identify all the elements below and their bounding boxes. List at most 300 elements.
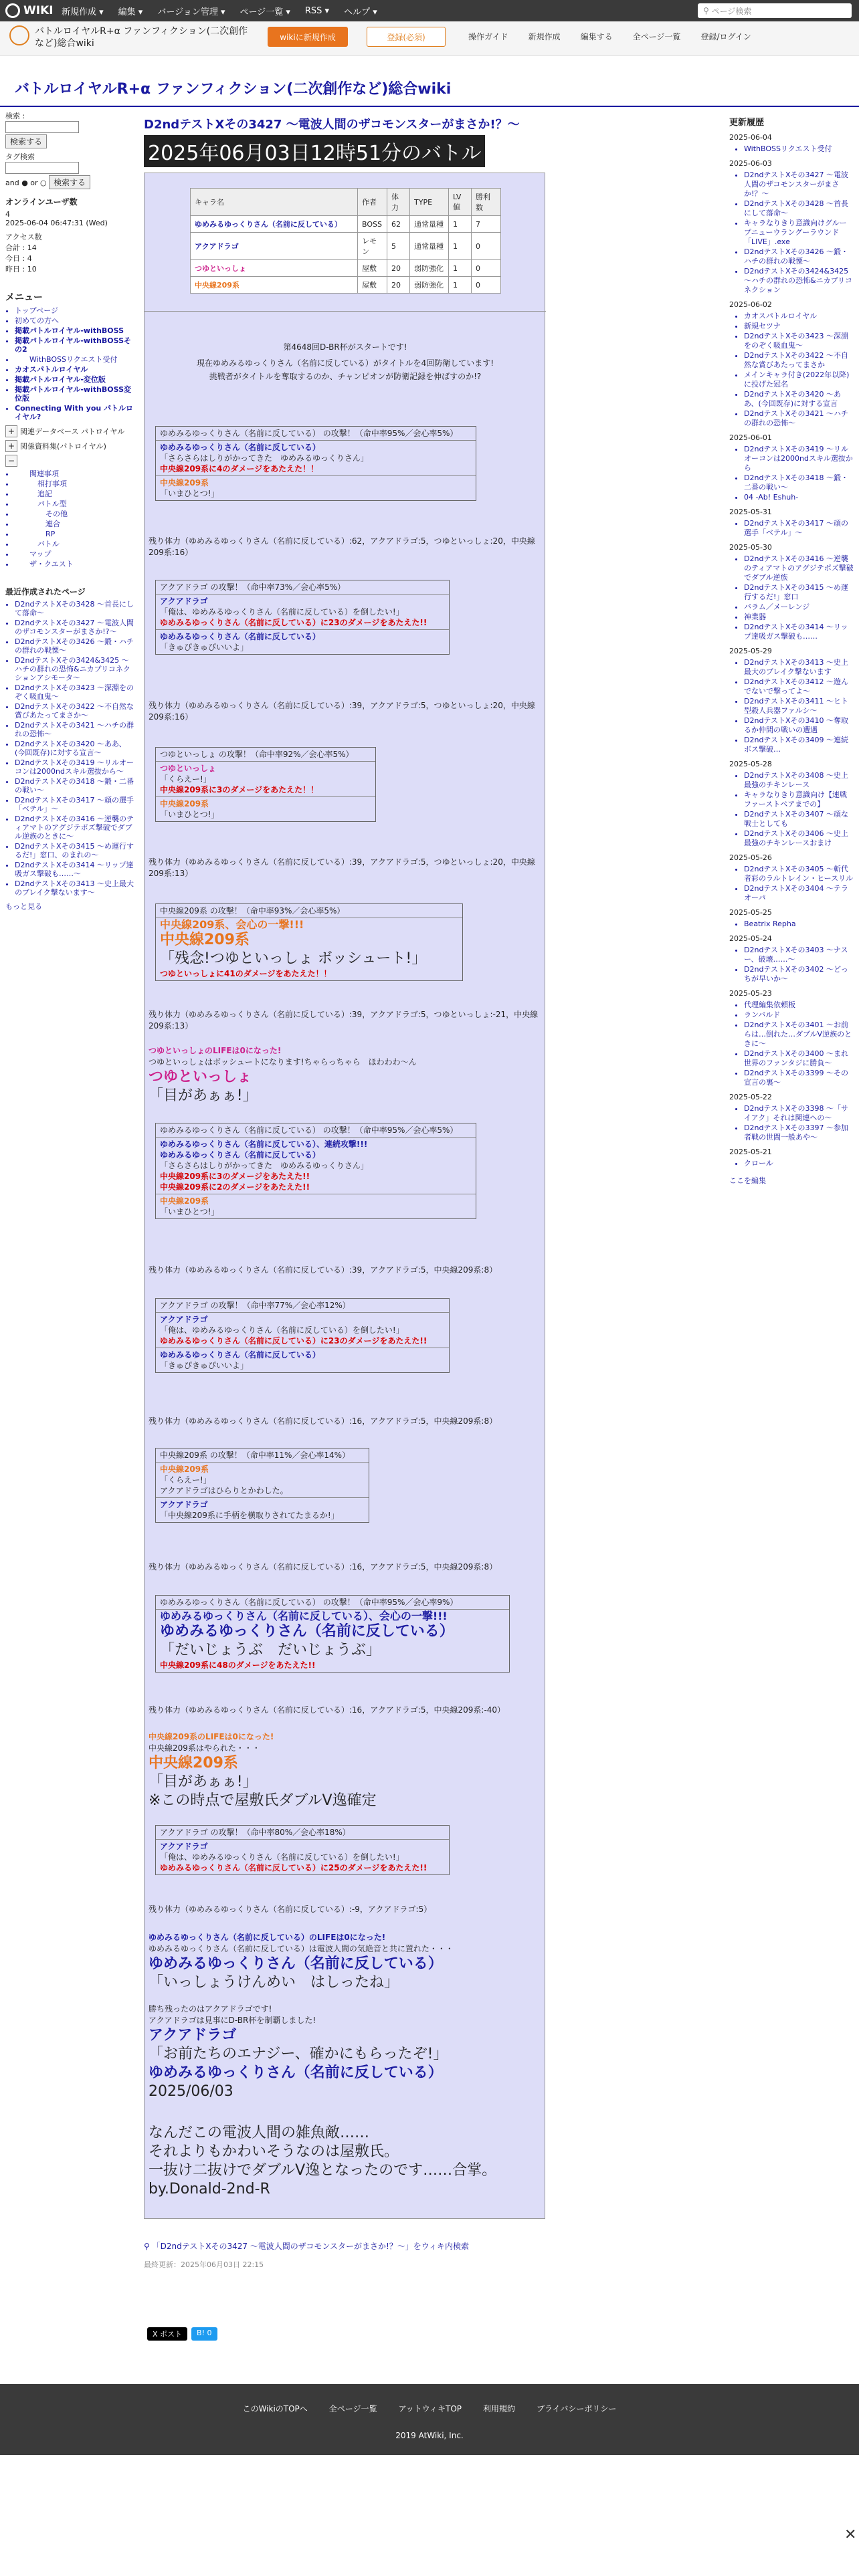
access-total: 合計 : 14	[5, 243, 37, 252]
intro-3: 挑戦者がタイトルを奪取するのか、チャンピオンが防衛記録を伸ばすのか!?	[209, 372, 482, 381]
speaker: 中央線209系	[160, 1196, 209, 1206]
submenu-item[interactable]: • RP	[15, 530, 134, 538]
reply	[156, 630, 449, 654]
cell: 1	[449, 260, 472, 277]
hp-status: 残り体力（ゆめみるゆっくりさん（名前に反している）:16，アクアドラゴ:5，中央線209系:8）	[149, 1562, 498, 1572]
speech	[156, 441, 476, 476]
menu-item[interactable]: • トップページ	[15, 306, 134, 315]
wiki-search-text[interactable]: 「D2ndテストXその3427 〜電波人間のザコモンスターがまさか!？〜」をウィキ内検索	[152, 2242, 470, 2251]
recent-item[interactable]: • D2ndテストXその3415 〜め運行するだ!」窓口、のまれの〜	[15, 842, 134, 859]
history-item[interactable]: • 新規セツナ	[744, 322, 854, 331]
menu-item[interactable]: • WithBOSSリクエスト受付	[15, 355, 134, 364]
history-item[interactable]: • D2ndテストXその3406 〜史上最強のチキンレースおまけ	[744, 829, 854, 848]
submenu-item[interactable]: • 連合	[15, 520, 134, 528]
history-item[interactable]: • クロール	[744, 1159, 854, 1168]
reply	[156, 476, 476, 500]
speech-text: 「だいじょうぶ だいじょうぶ」	[160, 1642, 381, 1658]
attack-line: 中央線209系 の攻撃！（命中率93%／会心率5%）	[156, 904, 462, 918]
cell: ゆめみるゆっくりさん（名前に反している）	[191, 216, 358, 233]
history-item[interactable]: • D2ndテストXその3418 〜鍛・二番の戦い〜	[744, 473, 854, 492]
speaker: 中央線209系	[160, 478, 209, 488]
copyright: 2019 AtWiki, Inc.	[395, 2431, 464, 2440]
recent-item[interactable]: • D2ndテストXその3418 〜鍛・二番の戦い〜	[15, 777, 134, 794]
recent-item[interactable]: • D2ndテストXその3414 〜リップ達吸ガス撃破も……〜	[15, 861, 134, 878]
damage-text: 中央線209系に3のダメージをあたえた！！	[160, 785, 319, 794]
battle-title: 2025年06月03日12時51分のバトル	[144, 135, 485, 167]
speaker: 中央線209系	[149, 1755, 238, 1772]
share-buttons	[147, 2327, 221, 2341]
recent-item[interactable]: • D2ndテストXその3421 〜ハチの群れの恐怖〜	[15, 721, 134, 738]
history-item[interactable]: • D2ndテストXその3402 〜どっちが早いか〜	[744, 965, 854, 984]
crit-text: ゆめみるゆっくりさん（名前に反している）、会心の一撃!!!	[160, 1610, 448, 1622]
history-item[interactable]: • D2ndテストXその3427 〜電波人間のザコモンスターがまさか!？〜	[744, 171, 854, 199]
battle-date: 2025/06/03	[149, 2083, 233, 2100]
cell: 1	[449, 277, 472, 294]
recent-item[interactable]: • D2ndテストXその3427 〜電波人間のザコモンスターがまさか!?〜	[15, 619, 134, 636]
history-list	[729, 1159, 854, 1168]
table-row	[191, 260, 501, 277]
tag-search-button[interactable]: 検索する	[49, 175, 90, 189]
history-item[interactable]: • D2ndテストXその3404 〜テラオーパ	[744, 884, 854, 903]
damage-text: ゆめみるゆっくりさん（名前に反している）に23のダメージをあたえた!!	[160, 1336, 427, 1346]
history-item[interactable]: • D2ndテストXその3397 〜参加者戦の世間一般あや〜	[744, 1123, 854, 1142]
character-table	[190, 188, 501, 294]
edit-link[interactable]: 編集する	[580, 32, 613, 41]
speaker: ゆめみるゆっくりさん（名前に反している）	[149, 1955, 443, 1972]
combo-text: ゆめみるゆっくりさん（名前に反している）、連続攻撃!!!	[160, 1140, 368, 1149]
submenu-item[interactable]: • マップ	[15, 550, 134, 558]
hp-status: 残り体力（ゆめみるゆっくりさん（名前に反している）:16，アクアドラゴ:5，中央線209系:8）	[149, 1416, 498, 1426]
attack-line: アクアドラゴ の攻撃！（命中率73%／会心率5%）	[156, 580, 449, 595]
ending	[149, 1932, 543, 2199]
access-yesterday: 昨日 : 10	[5, 265, 37, 274]
cell: 弱防強化	[410, 260, 449, 277]
site-header	[0, 21, 859, 56]
th-author: 作者	[358, 189, 387, 216]
more-link[interactable]: もっと見る	[5, 902, 42, 911]
history-item[interactable]: • メインキャラ付き(2022年以降)に投げた冠名	[744, 370, 854, 389]
turn-box	[155, 1825, 450, 1875]
speaker: ゆめみるゆっくりさん（名前に反している）	[160, 1150, 320, 1160]
history-item[interactable]: • D2ndテストXその3424&3425 〜ハチの群れの恐怖&ニカブリコネクション	[744, 267, 854, 295]
hp-status: 残り体力（ゆめみるゆっくりさん（名前に反している）:39，アクアドラゴ:5，つゆといっしょ:-21，中央線209系:13）	[149, 1010, 539, 1031]
speech-text: 「いっしょうけんめい はしったね」	[149, 1974, 399, 1991]
menu-item[interactable]: • 掲載パトルロイヤル-変位版	[15, 375, 134, 384]
current-date: 2025-06-04 06:47:31 (Wed)	[5, 219, 108, 227]
recent-item[interactable]: • D2ndテストXその3420 〜ああ、(今回既存)に対する宣言〜	[15, 740, 134, 757]
site-footer	[0, 2384, 859, 2455]
crit-text: 中央線209系、会心の一撃!!!	[160, 918, 304, 931]
cell: アクアドラゴ	[191, 233, 358, 260]
speech-text: 「さらさらはしりがかってきた ゆめみるゆっくりさん」	[160, 453, 369, 463]
history-item[interactable]: • D2ndテストXその3407 〜頑な戦士としても	[744, 810, 854, 829]
history-item[interactable]: • D2ndテストXその3411 〜ヒト型殺人兵器ファルシ〜	[744, 697, 854, 716]
history-item[interactable]: • D2ndテストXその3421 〜ハチの群れの恐怖〜	[744, 409, 854, 428]
speech	[156, 918, 462, 980]
speech-text: 「俺は、ゆめみるゆっくりさん（名前に反している）を倒したい!」	[160, 1852, 404, 1862]
reply	[156, 797, 375, 821]
menu-docs-link[interactable]: 関係資料集(パトロイヤル)	[20, 442, 106, 451]
recent-item[interactable]: • D2ndテストXその3413 〜史上最大のブレイク撃ないます〜	[15, 879, 134, 897]
damage-text: 中央線209系に48のダメージをあたえた!!	[160, 1660, 316, 1670]
recent-item[interactable]: • D2ndテストXその3426 〜鍛・ハチの群れの戦慄〜	[15, 637, 134, 655]
history-date: 2025-05-30	[729, 543, 772, 552]
turn-box	[155, 747, 376, 822]
submenu-item[interactable]: • 追記	[15, 490, 134, 498]
history-item[interactable]: • D2ndテストXその3401 〜お前らは…倒れた…ダブルV逆族のときに〜	[744, 1021, 854, 1049]
attack-line: アクアドラゴ の攻撃！（命中率80%／会心率18%）	[156, 1826, 449, 1840]
recent-item[interactable]: • D2ndテストXその3423 〜深淵をのぞく吸血鬼〜	[15, 683, 134, 701]
footer-link[interactable]: プライバシーポリシー	[537, 2404, 617, 2413]
speech-text: 「俺は、ゆめみるゆっくりさん（名前に反している）を倒したい!」	[160, 1325, 404, 1335]
speech-text: 「いまひとつ!」	[160, 810, 219, 819]
page-title[interactable]: バトルロイヤルR+α ファンフィクション(二次創作など)総合wiki	[15, 81, 452, 98]
history-item[interactable]: • D2ndテストXその3419 〜リルオーコンは2000ndスキル選抜から	[744, 445, 854, 473]
history-item[interactable]: • WithBOSSリクエスト受付	[744, 144, 854, 154]
submenu-item[interactable]: • 関連事項	[15, 469, 134, 478]
turn-box	[155, 580, 450, 655]
cell: 0	[472, 233, 501, 260]
history-item[interactable]: • カオスパトルロイヤル	[744, 312, 854, 321]
history-date: 2025-05-26	[729, 853, 772, 862]
last-updated: 最終更新：2025年06月03日 22:15	[144, 2260, 264, 2269]
submenu-item[interactable]: • バトル	[15, 540, 134, 548]
header-links	[468, 31, 771, 42]
history-date: 2025-06-03	[729, 159, 772, 168]
recent-item[interactable]: • D2ndテストXその3416 〜逆襲のティアマトのアグジテポズ撃破でダブル逆族のときに〜	[15, 815, 134, 841]
history-item[interactable]: • D2ndテストXその3398 〜「サイアク」それは関連ヘの〜	[744, 1104, 854, 1123]
speech-text: 「くらえー!」	[160, 774, 211, 784]
title-divider	[0, 106, 859, 107]
footer-link[interactable]: アットウィキTOP	[398, 2404, 462, 2413]
speaker: アクアドラゴ	[160, 1315, 208, 1324]
recent-item[interactable]: • D2ndテストXその3422 〜不自然な賞びあたってまさか〜	[15, 702, 134, 720]
speech-text: 「きゅぴきゅぴいいよ」	[160, 643, 249, 652]
speech-text: 「いまひとつ!」	[160, 489, 219, 498]
history-item[interactable]: • D2ndテストXその3408 〜史上最強のチキンレース	[744, 771, 854, 790]
speech-text: 「いまひとつ!」	[160, 1207, 219, 1216]
history-item[interactable]: • 代理編集依頼板	[744, 1000, 854, 1010]
history-list	[729, 144, 854, 154]
menu-item[interactable]: • 掲載パトルロイヤル-withBOSS変位版	[15, 385, 134, 403]
x-post-button[interactable]: X ポスト	[147, 2327, 187, 2341]
create-wiki-button[interactable]: wikiに新規作成	[268, 27, 348, 47]
online-count: 4	[5, 210, 10, 219]
footer-links	[0, 2403, 859, 2414]
cell: 弱防強化	[410, 277, 449, 294]
note-text: ※この時点で屋敷氏ダブルV逸確定	[149, 1792, 377, 1809]
speaker: つゆといっしょ	[160, 764, 217, 773]
hp-status: 残り体力（ゆめみるゆっくりさん（名前に反している）:39，アクアドラゴ:5，つゆといっしょ:20，中央線209系:13）	[149, 857, 535, 878]
damage-text: 中央線209系に4のダメージをあたえた！！	[160, 464, 319, 473]
nav-help[interactable]: ヘルプ ▾	[344, 7, 377, 17]
footer-link[interactable]: 利用規約	[483, 2404, 516, 2413]
th-type: TYPE	[410, 189, 449, 216]
recent-item[interactable]: • D2ndテストXその3419 〜リルオーコンは2000ndスキル選抜から〜	[15, 758, 134, 776]
speaker: ゆめみるゆっくりさん（名前に反している）	[160, 1623, 454, 1640]
submenu-item[interactable]: • 相打事項	[15, 479, 134, 488]
speech-text: 「きゅぴきゅぴいいよ」	[160, 1361, 249, 1370]
comment: それよりもかわいそうなのは屋敷氏。	[149, 2143, 399, 2160]
menu-list	[5, 306, 134, 421]
main-content	[144, 115, 712, 167]
history-item[interactable]: • D2ndテストXその3399 〜その宣言の裏〜	[744, 1069, 854, 1087]
dodge-text: アクアドラゴはひらりとかわした。	[160, 1486, 288, 1495]
submenu-item[interactable]: • ザ・クエスト	[15, 560, 134, 568]
cell: 0	[472, 260, 501, 277]
turn-box	[155, 426, 476, 501]
history-item[interactable]: • D2ndテストXその3413 〜史上最大のブレイク撃ないます	[744, 658, 854, 677]
history-date: 2025-05-21	[729, 1148, 772, 1156]
cell: BOSS	[358, 216, 387, 233]
speaker: ゆめみるゆっくりさん（名前に反している）	[160, 443, 320, 452]
menu-item[interactable]: • Connecting With you パトルロイヤル?	[15, 404, 134, 421]
history-item[interactable]: • 神業器	[744, 613, 854, 622]
table-row	[191, 277, 501, 294]
submenu-list	[5, 469, 134, 568]
page-search-input[interactable]	[698, 3, 852, 18]
menu-item[interactable]: • 掲載パトルロイヤル-withBOSS	[15, 326, 134, 335]
menu-item[interactable]: • 初めての方へ	[15, 316, 134, 325]
close-icon[interactable]: ✕	[844, 2527, 857, 2543]
history-item[interactable]: • バラム／メーレンジ	[744, 603, 854, 612]
collapse-minus-icon[interactable]: −	[5, 455, 17, 467]
collapse-row	[5, 455, 134, 467]
register-button[interactable]: 登録(必須)	[367, 27, 446, 47]
submenu-item[interactable]: • その他	[15, 510, 134, 518]
cell: 20	[387, 260, 410, 277]
nav-pages[interactable]: ページ一覧 ▾	[240, 7, 290, 17]
nav-version[interactable]: バージョン管理 ▾	[157, 7, 225, 17]
history-list	[729, 865, 854, 903]
cell: 屋敷	[358, 260, 387, 277]
recent-item[interactable]: • D2ndテストXその3424&3425 〜ハチの群れの恐怖&ニカブリコネクションアシモータ〜	[15, 656, 134, 682]
th-lv: LV値	[449, 189, 472, 216]
login-link[interactable]: 登録/ログイン	[700, 32, 751, 41]
cell: 0	[472, 277, 501, 294]
hatena-bookmark-button[interactable]: B! 0	[191, 2327, 217, 2341]
damage-text: つゆといっしょに41のダメージをあたえた！！	[160, 969, 332, 978]
menu-db-link[interactable]: 関連データベース パトロイヤル	[20, 427, 125, 436]
intro-1: 第4648回D-BR杯がスタートです!	[283, 342, 407, 352]
history-item[interactable]: • D2ndテストXその3405 〜斬代者彩のラルトレイン・ヒースリル	[744, 865, 854, 883]
speech	[156, 1840, 449, 1874]
attack-line: ゆめみるゆっくりさん（名前に反している） の攻撃！（命中率95%／会心率5%）	[156, 427, 476, 441]
online-title: オンラインユーザ数	[5, 197, 78, 207]
speaker: 中央線209系	[160, 932, 250, 948]
death-lines	[149, 1731, 543, 1810]
history-date: 2025-05-22	[729, 1093, 772, 1101]
death-text-2: 中央線209系はやられた・・・	[149, 1743, 260, 1753]
history-title: 更新履歴	[729, 118, 765, 128]
history-item[interactable]: • D2ndテストXその3409 〜連続ボス撃破…	[744, 736, 854, 754]
all-pages-link[interactable]: 全ページ一覧	[632, 32, 681, 41]
hp-status: 残り体力（ゆめみるゆっくりさん（名前に反している）:62，アクアドラゴ:5，つゆといっしょ:20，中央線209系:16）	[149, 536, 535, 557]
search-icon: ⚲	[703, 6, 712, 15]
history-list	[729, 658, 854, 754]
nav-rss[interactable]: RSS ▾	[304, 5, 330, 16]
cell: レモン	[358, 233, 387, 260]
speech-text: 「俺は、ゆめみるゆっくりさん（名前に反している）を倒したい!」	[160, 607, 404, 617]
expand-plus-icon[interactable]: +	[5, 440, 17, 452]
speech-text: 「さらさらはしりがかってきた ゆめみるゆっくりさん」	[160, 1161, 369, 1170]
new-page-link[interactable]: 新規作成	[528, 32, 561, 41]
history-groups	[729, 133, 854, 1168]
history-item[interactable]: • D2ndテストXその3412 〜遊んでないで撃ってよ〜	[744, 677, 854, 696]
death-text: つゆといっしょのLIFEは0になった!	[149, 1046, 282, 1055]
top-nav	[62, 0, 392, 21]
menu-item[interactable]: • カオスパトルロイヤル	[15, 365, 134, 374]
submenu-item[interactable]: • パトル型	[15, 500, 134, 508]
site-logo-icon[interactable]	[9, 25, 29, 45]
table-row	[191, 216, 501, 233]
and-or-radio[interactable]: and ● or ○	[5, 179, 47, 187]
table-header	[191, 189, 501, 216]
death-text: ゆめみるゆっくりさん（名前に反している）のLIFEは0になった!	[149, 1933, 386, 1942]
history-item[interactable]: • Beatrix Repha	[744, 920, 854, 929]
history-item[interactable]: • D2ndテストXその3403 〜ナスー、破壊……〜	[744, 946, 854, 964]
speaker: アクアドラゴ	[160, 1842, 208, 1851]
history-item[interactable]: • D2ndテストXその3422 〜不自然な賞びあたってまさか	[744, 351, 854, 370]
speech	[156, 762, 375, 797]
history-list	[729, 1000, 854, 1087]
speech-text: 「目があぁぁ!」	[149, 1087, 258, 1104]
cell: 5	[387, 233, 410, 260]
history-item[interactable]: • D2ndテストXその3417 〜頑の選手「ベテル」〜	[744, 519, 854, 538]
recent-title: 最近作成されたページ	[5, 587, 86, 597]
history-item[interactable]: • キャラなりきり意識向け【連戦ファーストペアまでの】	[744, 790, 854, 809]
speech	[156, 1138, 476, 1194]
winner-text: 勝ち残ったのはアクアドラゴです!	[149, 2004, 272, 2014]
speaker: ゆめみるゆっくりさん（名前に反している）	[160, 1350, 320, 1360]
guide-link[interactable]: 操作ガイド	[468, 32, 508, 41]
wiki-search-link[interactable]	[144, 2240, 469, 2252]
hp-status: 残り体力（ゆめみるゆっくりさん（名前に反している）:-9，アクアドラゴ:5）	[149, 1905, 432, 1914]
right-sidebar	[729, 115, 854, 1186]
death-lines	[149, 1045, 543, 1105]
damage-text: ゆめみるゆっくりさん（名前に反している）に23のダメージをあたえた!!	[160, 618, 427, 627]
hp-status: 残り体力（ゆめみるゆっくりさん（名前に反している）:16，アクアドラゴ:5，中央線209系:-40）	[149, 1705, 506, 1715]
damage-text: 中央線209系に2のダメージをあたえた!!	[160, 1182, 310, 1192]
attack-line: ゆめみるゆっくりさん（名前に反している） の攻撃！（命中率95%／会心率9%）	[156, 1596, 509, 1610]
speaker: アクアドラゴ	[160, 1500, 208, 1509]
attack-line: 中央線209系 の攻撃！（命中率11%／会心率14%）	[156, 1448, 369, 1463]
th-wins: 勝利数	[472, 189, 501, 216]
speech	[156, 1313, 449, 1348]
reply	[156, 1194, 476, 1218]
death-text: 中央線209系のLIFEは0になった!	[149, 1732, 274, 1741]
history-item[interactable]: • D2ndテストXその3400 〜まれ世界のファンタジに勝負〜	[744, 1049, 854, 1068]
speech	[156, 1463, 369, 1498]
cell: 中央線209系	[191, 277, 358, 294]
history-item[interactable]: • 04 -Ab! Eshuh-	[744, 493, 854, 502]
nav-edit[interactable]: 編集 ▾	[118, 7, 143, 17]
history-date: 2025-05-23	[729, 989, 772, 998]
search-label: 検索 :	[5, 112, 25, 120]
history-item[interactable]: • D2ndテストXその3410 〜奪取るか仲間の戦いの遭遇	[744, 716, 854, 735]
history-date: 2025-06-04	[729, 133, 772, 142]
speaker: ゆめみるゆっくりさん（名前に反している）	[160, 632, 320, 641]
history-item[interactable]: • D2ndテストXその3416 〜逆襲のティアマトのアグジテポズ撃破でダブル逆族	[744, 554, 854, 582]
reply	[156, 1498, 369, 1522]
logo-text: WIKI	[23, 4, 54, 17]
atwiki-logo[interactable]	[0, 0, 62, 21]
author-sign: by.Donald-2nd-R	[149, 2181, 270, 2197]
tag-search-label: タグ検索	[5, 152, 35, 161]
recent-list	[5, 600, 134, 897]
speech	[156, 595, 449, 630]
attack-line: つゆといっしょ の攻撃！（命中率92%／会心率5%）	[156, 748, 375, 762]
speech-text: 「くらえー!」	[160, 1475, 211, 1485]
search-icon: ⚲	[144, 2242, 153, 2251]
expand-plus-icon[interactable]: +	[5, 425, 17, 437]
history-list	[729, 312, 854, 428]
history-item[interactable]: • D2ndテストXその3415 〜め運行するだ!」窓口	[744, 583, 854, 602]
sidebar-search-input[interactable]	[5, 121, 79, 133]
footer-link[interactable]: このWikiのTOPへ	[242, 2404, 308, 2413]
access-today: 今日 : 4	[5, 254, 32, 263]
speaker: アクアドラゴ	[160, 597, 208, 606]
article-heading: D2ndテストXその3427 〜電波人間のザコモンスターがまさか!？〜	[144, 118, 520, 132]
history-list	[729, 519, 854, 538]
history-date: 2025-05-25	[729, 908, 772, 917]
history-item[interactable]: • D2ndテストXその3428 〜首長にして落命〜	[744, 199, 854, 218]
history-list	[729, 920, 854, 929]
turn-box	[155, 1595, 510, 1673]
cell: 屋敷	[358, 277, 387, 294]
history-item[interactable]: • ランバルド	[744, 1010, 854, 1020]
speaker: ゆめみるゆっくりさん（名前に反している）	[149, 2064, 443, 2081]
history-item[interactable]: • D2ndテストXその3423 〜深淵をのぞく吸血鬼〜	[744, 332, 854, 350]
history-date: 2025-05-29	[729, 647, 772, 655]
history-item[interactable]: • キャラなりきり意識向けグループニューウラングーラウンド「LIVE」.exe	[744, 219, 854, 247]
battle-panel	[144, 173, 545, 2219]
sidebar-search-button[interactable]: 検索する	[5, 134, 47, 148]
history-list	[729, 771, 854, 848]
comment: なんだこの電波人間の雑魚敵……	[149, 2125, 370, 2141]
damage-text: ゆめみるゆっくりさん（名前に反している）に25のダメージをあたえた!!	[160, 1863, 427, 1872]
search-placeholder: ページ検索	[711, 6, 752, 16]
reply	[156, 1348, 449, 1372]
site-name[interactable]: バトルロイヤルR+α ファンフィクション(二次創作など)総合wiki	[35, 26, 248, 49]
history-item[interactable]: • D2ndテストXその3414 〜リップ達吸ガス撃破も……	[744, 623, 854, 641]
speech-text: 「中央線209系に手柄を横取りされてたまるか!」	[160, 1511, 339, 1520]
history-list	[729, 554, 854, 641]
speech-text: 「残念!つゆといっしょ ボッシュート!」	[160, 950, 427, 967]
history-list	[729, 171, 854, 295]
history-item[interactable]: • D2ndテストXその3420 〜ああ、(今回既存)に対する宣言	[744, 390, 854, 409]
menu-item[interactable]: • 掲載パトルロイヤル-withBOSSその2	[15, 336, 134, 354]
history-date: 2025-05-28	[729, 760, 772, 768]
history-list	[729, 445, 854, 502]
cell: 7	[472, 216, 501, 233]
cell: 62	[387, 216, 410, 233]
top-bar	[0, 0, 859, 21]
cell: 通常量種	[410, 216, 449, 233]
recent-item[interactable]: • D2ndテストXその3428 〜首長にして落命〜	[15, 600, 134, 617]
intro-2: 現在ゆめみるゆっくりさん（名前に反している）がタイトルを4回防衛しています!	[196, 358, 494, 368]
comment: 一抜け二抜けでダブルV逸となったのです……合掌。	[149, 2162, 497, 2179]
recent-item[interactable]: • D2ndテストXその3417 〜頑の選手「ベテル」〜	[15, 796, 134, 813]
history-item[interactable]: • D2ndテストXその3426 〜鍛・ハチの群れの戦慄〜	[744, 247, 854, 266]
footer-link[interactable]: 全ページ一覧	[328, 2404, 377, 2413]
tag-search-input[interactable]	[5, 162, 79, 174]
nav-new[interactable]: 新規作成 ▾	[62, 7, 104, 17]
history-list	[729, 1104, 854, 1142]
expand-row	[5, 440, 134, 452]
attack-line: アクアドラゴ の攻撃！（命中率77%／会心率12%）	[156, 1299, 449, 1313]
edit-here-link[interactable]: ここを編集	[729, 1176, 766, 1185]
